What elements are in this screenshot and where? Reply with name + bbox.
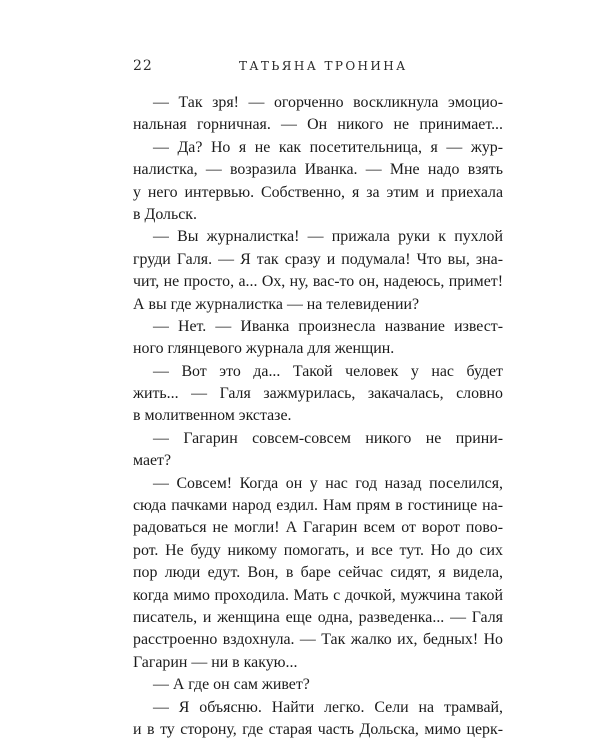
text-line: — Так зря! — огорченно воскликнула эмоцио- <box>153 94 503 111</box>
text-line: когда мимо проходила. Мать с дочкой, мужчина такой <box>133 586 503 604</box>
text-line: А вы где журналистка — на телевидении? <box>133 295 420 313</box>
text-line: у него интервью. Собственно, я за этим и приехала <box>133 183 503 201</box>
text-line: радоваться не могли! А Гагарин всем от ворот пово- <box>133 519 503 537</box>
text-line: пор люди едут. Вон, в баре сейчас сидят, я видела, <box>133 564 503 582</box>
text-line: — Совсем! Когда он у нас год назад поселился, <box>153 474 503 492</box>
text-line: — Я объясню. Найти легко. Сели на трамвай, <box>153 698 503 716</box>
text-line: нальная горничная. — Он никого не принимает... <box>133 116 503 134</box>
text-line: ного глянцевого журнала для женщин. <box>133 340 395 358</box>
text-line: рот. Не буду никому помогать, и все тут. Но до сих <box>133 541 503 559</box>
page-header <box>133 58 503 78</box>
text-line: жить... — Галя зажмурилась, закачалась, словно <box>133 385 503 403</box>
text-line: — А где он сам живет? <box>153 676 310 694</box>
text-line: мает? <box>133 452 172 470</box>
text-line: сюда пачками народ ездил. Нам прям в гостинице на- <box>133 497 503 515</box>
text-line: и в ту сторону, где старая часть Дольска, мимо церк- <box>133 720 503 738</box>
text-line: в молитвенном экстазе. <box>133 407 292 425</box>
text-line: Гагарин — ни в какую... <box>133 653 298 671</box>
text-line: — Вы журналистка! — прижала руки к пухлой <box>153 228 503 246</box>
text-line: чит, не просто, а... Ох, ну, вас-то он, надеюсь, примет! <box>133 273 503 291</box>
text-line: писатель, и женщина еще одна, разведенка... — Галя <box>133 608 503 626</box>
text-line: — Да? Но я не как посетительница, я — жур- <box>153 138 503 156</box>
text-line: — Гагарин совсем-совсем никого не прини- <box>153 429 503 447</box>
page-number: 22 <box>133 58 153 74</box>
text-line: груди Галя. — Я так сразу и подумала! Что вы, зна- <box>133 250 503 268</box>
text-line: в Дольск. <box>133 205 197 223</box>
text-line: налистка, — возразила Иванка. — Мне надо взять <box>133 161 503 179</box>
text-line: — Нет. — Иванка произнесла название извест- <box>153 317 503 335</box>
text-line: расстроенно вздохнула. — Так жалко их, бедных! Но <box>133 631 503 649</box>
body-text <box>133 92 503 741</box>
running-head-author: ТАТЬЯНА ТРОНИНА <box>239 59 408 73</box>
text-line: — Вот это да... Такой человек у нас будет <box>153 362 503 380</box>
